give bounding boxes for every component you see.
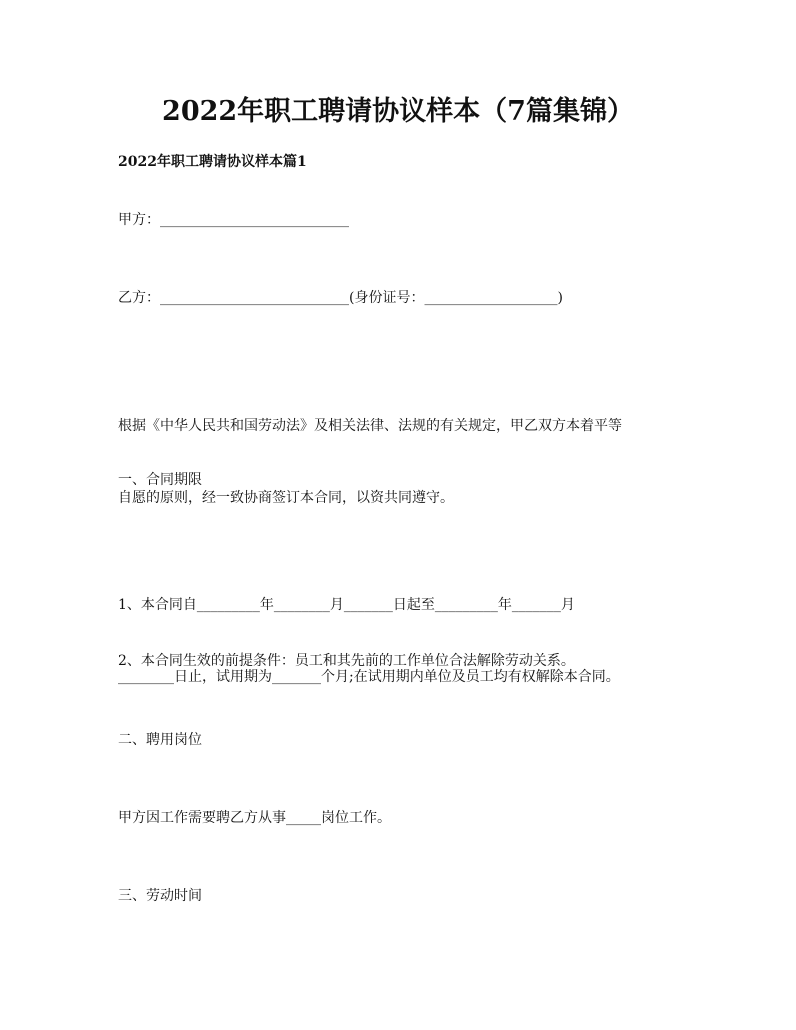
- preamble-line-1: 根据《中华人民共和国劳动法》及相关法律、法规的有关规定，甲乙双方本着平等: [118, 418, 622, 434]
- clause-1-1-line-1: 1、本合同自_________年________月_______日起至_________年_______月: [118, 597, 575, 613]
- clause-1-1-line-2: ________日止，试用期为_______个月;在试用期内单位及员工均有权解除本合同。: [118, 669, 620, 685]
- preamble-paragraph: [118, 366, 688, 558]
- clause-1-1: [118, 545, 688, 737]
- section-2-heading: 二、聘用岗位: [118, 732, 202, 748]
- section-1-heading: 一、合同期限: [118, 472, 202, 488]
- document-subtitle: 2022年职工聘请协议样本篇1: [118, 154, 307, 170]
- section-3-heading: 三、劳动时间: [118, 888, 202, 904]
- preamble-line-2: 自愿的原则，经一致协商签订本合同，以资共同遵守。: [118, 490, 454, 506]
- clause-2-text: 甲方因工作需要聘乙方从事_____岗位工作。: [118, 810, 391, 826]
- clause-1-2: 2、本合同生效的前提条件：员工和其先前的工作单位合法解除劳动关系。: [118, 653, 575, 669]
- party-b-line: 乙方：___________________________(身份证号：___________________): [118, 290, 563, 306]
- document-title: 2022年职工聘请协议样本（7篇集锦）: [162, 96, 634, 127]
- party-a-line: 甲方：___________________________: [118, 212, 349, 228]
